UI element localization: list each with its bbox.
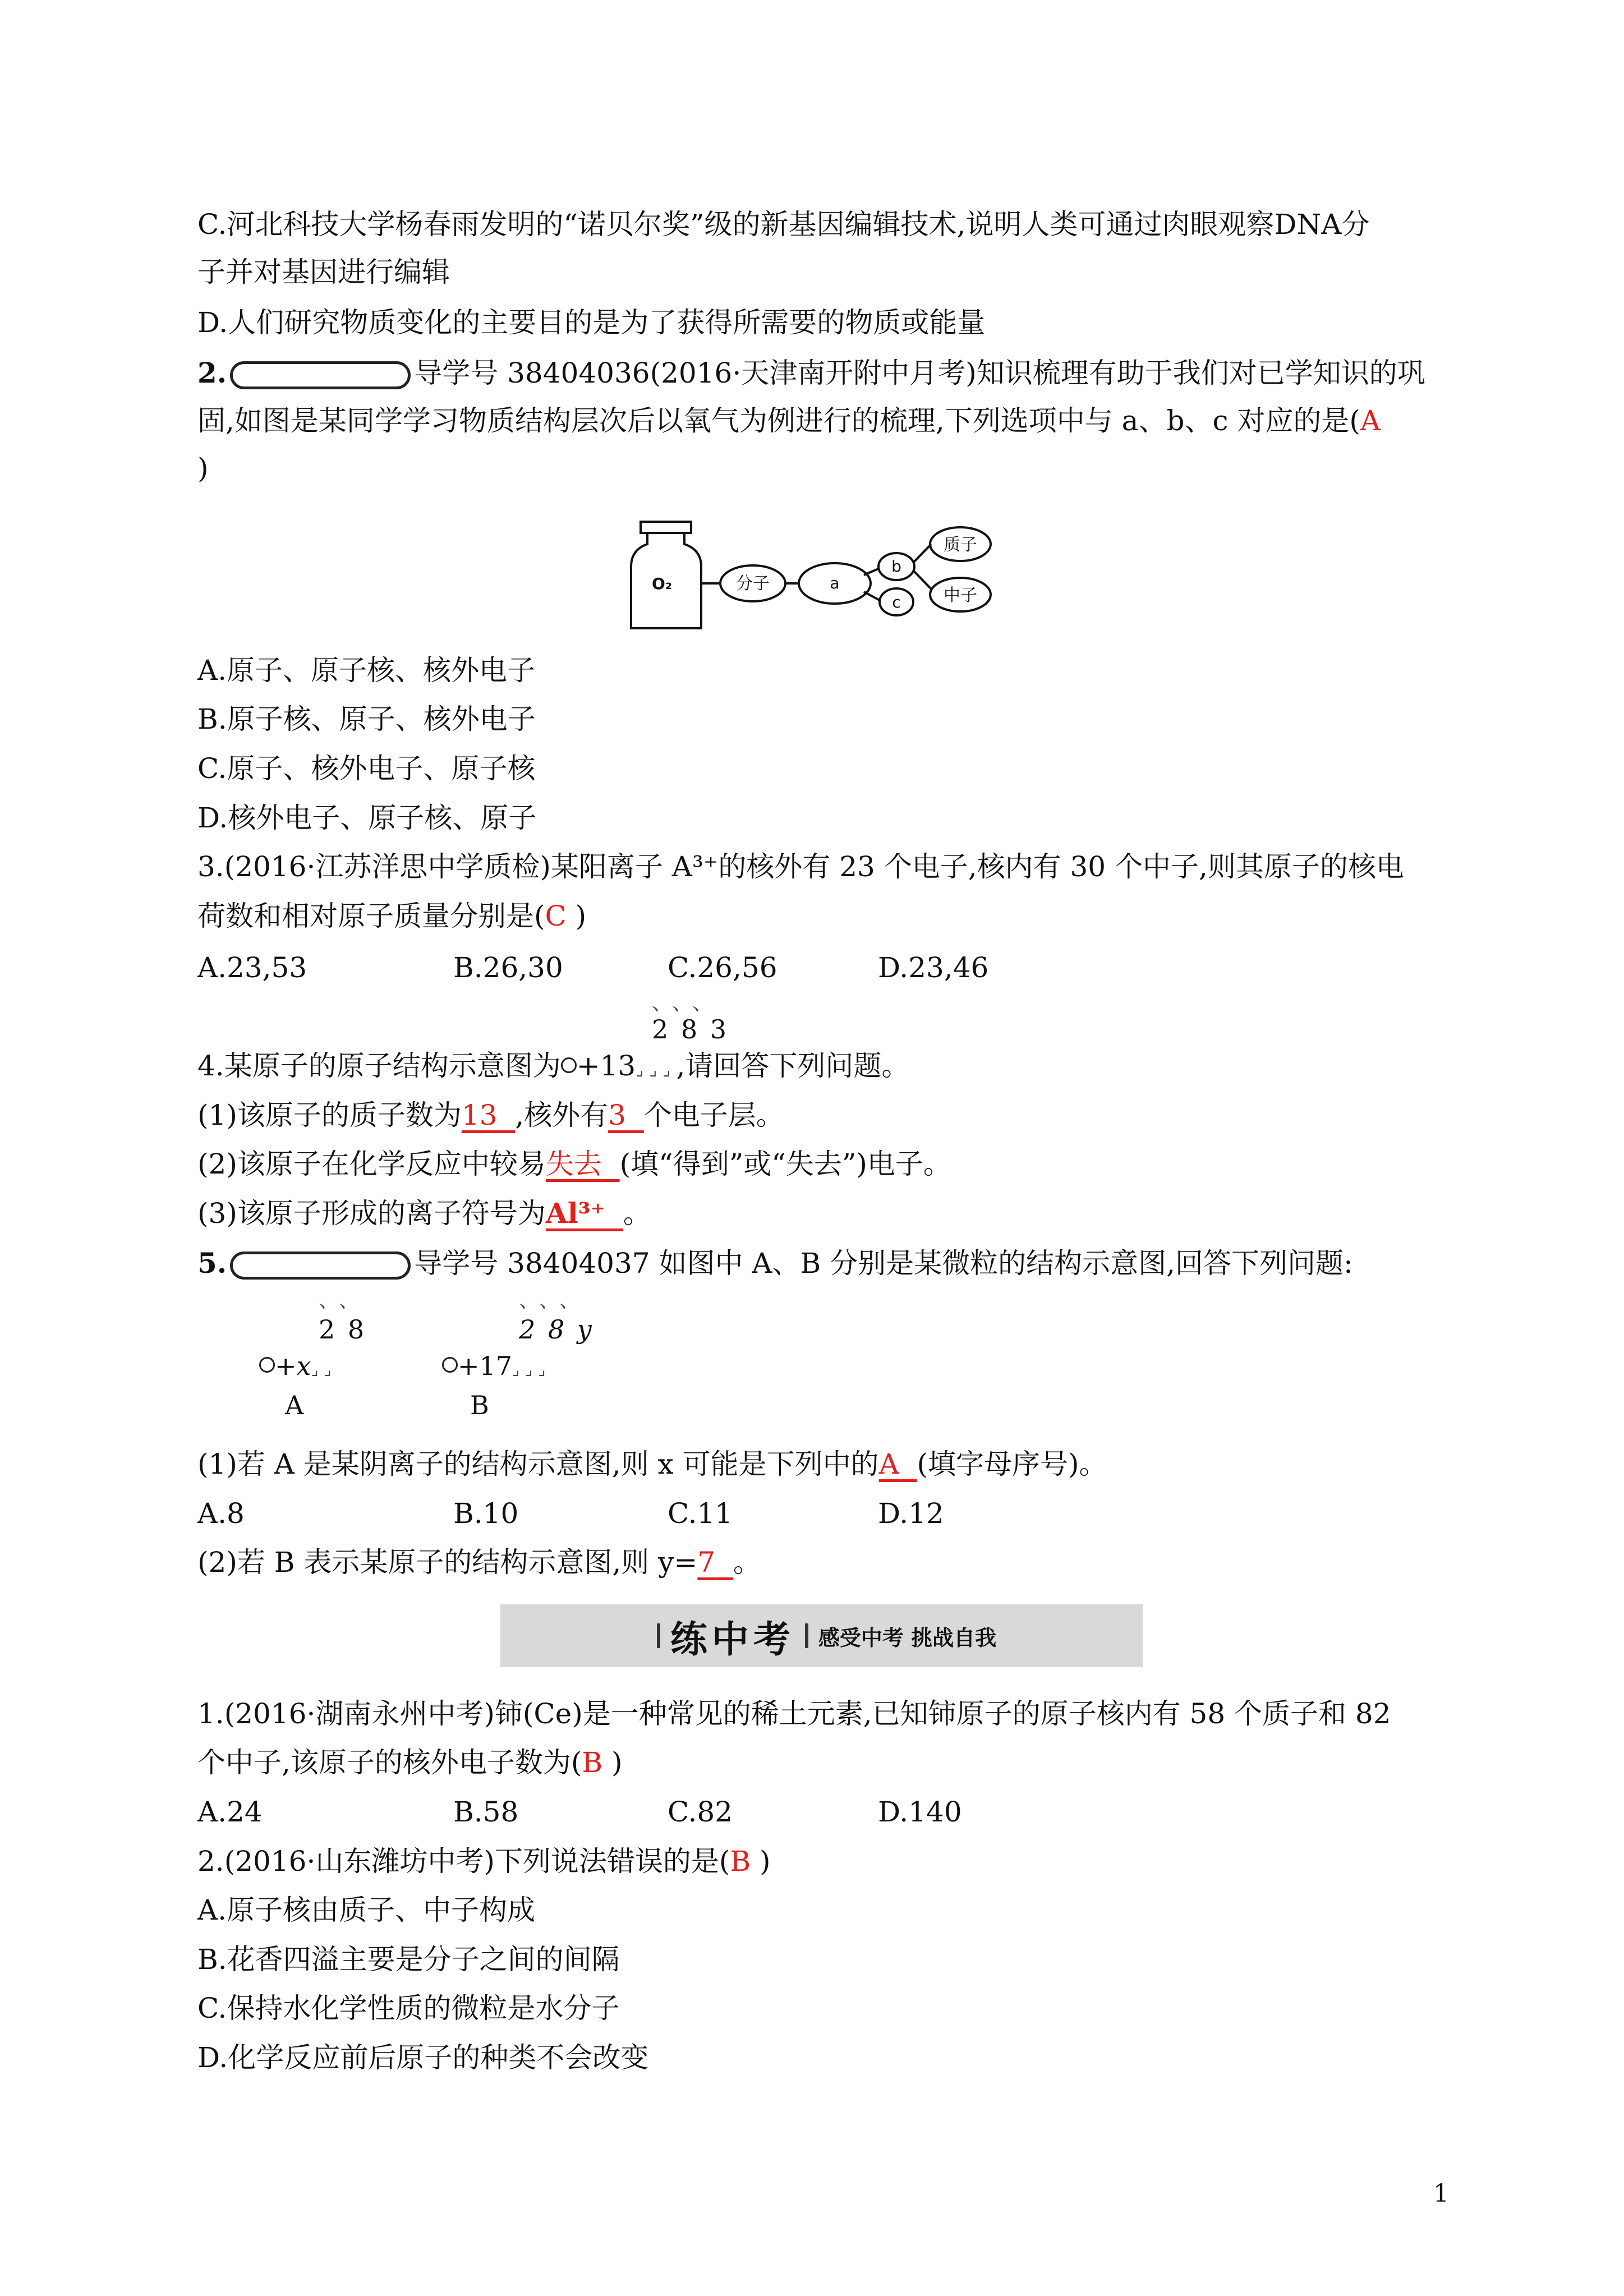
q5-sub1-post: (填字母序号)。 [917,1448,1107,1480]
q5-sub2 [197,1545,761,1579]
q5-a-atom [259,1352,337,1384]
q3-option-b: B.26,30 [453,951,563,984]
nucleus-circle [561,1057,577,1073]
q4-sub3-post: 。 [623,1197,651,1230]
node-neutron-label: 中子 [944,586,977,605]
q4-sub1 [197,1098,784,1132]
q4-shell-arcs: 、、、 [652,992,723,1015]
banner-subtitle: 感受中考 挑战自我 [818,1625,997,1650]
q4-stem-text: 4.某原子的原子结构示意图为 [197,1050,561,1082]
q2-header [197,356,1425,390]
q4-sub1-text: (1)该原子的质子数为 [197,1099,462,1131]
q2-stem-line2 [197,404,1381,438]
s2-q2-answer: B [730,1845,751,1878]
section-banner [500,1604,1143,1667]
q5-a-shell-arcs-bottom: ⌟⌟ [311,1360,337,1379]
q1-option-c-line1: C.河北科技大学杨春雨发明的“诺贝尔奖”级的新基因编辑技术,说明人类可通过肉眼观察DNA分 [197,208,1370,241]
answer-box [230,1251,411,1280]
q1-option-d: D.人们研究物质变化的主要目的是为了获得所需要的物质或能量 [197,306,986,339]
answer-box [230,361,411,389]
s2-q2-option-b: B.花香四溢主要是分子之间的间隔 [197,1943,620,1976]
q5-sub1-answer: A [878,1448,899,1480]
q4-sub2-post: (填“得到”或“失去”)电子。 [619,1148,951,1180]
s2-q2-close: ) [751,1845,771,1878]
q3-answer: C [545,900,567,932]
s2-q1-option-d: D.140 [878,1796,962,1828]
q2-stem-line3: ) [197,452,209,485]
q3-stem-text: 荷数和相对原子质量分别是( [197,900,545,932]
s2-q1-option-b: B.58 [453,1796,519,1828]
q5-a-nucleus: +x [275,1351,311,1381]
q4-sub3 [197,1197,651,1230]
q4-sub3-text: (3)该原子形成的离子符号为 [197,1197,546,1230]
q4-sub1-post: 个电子层。 [643,1099,784,1131]
s2-q1-close: ) [602,1746,623,1779]
q5-b-label: B [470,1390,489,1420]
q5-b-shell-arcs-bottom: ⌟⌟⌟ [512,1360,551,1379]
s2-q1-option-a: A.24 [197,1796,263,1828]
q4-sub1-answer1: 13 [461,1099,498,1131]
q4-sub1-mid: ,核外有 [515,1099,609,1131]
q2-option-d: D.核外电子、原子核、原子 [197,802,537,834]
q3-option-a: A.23,53 [197,951,307,984]
q5-option-b: B.10 [453,1497,519,1530]
s2-q2-option-d: D.化学反应前后原子的种类不会改变 [197,2041,649,2074]
q2-option-b: B.原子核、原子、核外电子 [197,703,536,735]
q2-stem-line1: 导学号 38404036(2016·天津南开附中月考)知识梳理有助于我们对已学知识的巩 [414,357,1425,389]
q4-nucleus-charge: +13 [576,1050,636,1082]
q5-option-c: C.11 [668,1497,733,1530]
q5-a-shell-electrons: 2 8 [319,1314,367,1345]
s2-q2-stem-text: 2.(2016·山东潍坊中考)下列说法错误的是( [197,1845,730,1878]
q4-shell-electrons: 2 8 3 [652,1014,729,1045]
bottle-label: O₂ [652,574,673,593]
q2-option-c: C.原子、核外电子、原子核 [197,752,536,785]
banner-divider [805,1623,808,1648]
q3-stem-line1: 3.(2016·江苏洋思中学质检)某阳离子 A³⁺的核外有 23 个电子,核内有 30 个中子,则其原子的核电 [197,850,1404,883]
q5-header [197,1246,1353,1280]
s2-q2-option-a: A.原子核由质子、中子构成 [197,1894,536,1926]
s2-q1-stem-line1: 1.(2016·湖南永州中考)铈(Ce)是一种常见的稀土元素,已知铈原子的原子核内有 58 个质子和 82 [197,1697,1391,1730]
node-molecule-label: 分子 [736,574,770,593]
q4-sub2 [197,1147,951,1181]
q2-answer: A [1360,404,1381,437]
s2-q1-option-c: C.82 [668,1796,733,1828]
q4-shell-arcs-bottom: ⌟⌟⌟ [636,1060,677,1080]
q4-sub2-answer: 失去 [545,1148,602,1180]
q5-b-nucleus: +17 [458,1351,513,1381]
banner-divider [657,1623,660,1648]
q3-option-c: C.26,56 [668,951,778,984]
q5-number: 5. [197,1246,227,1280]
banner-title: 练中考 [670,1617,795,1661]
node-b-label: b [891,557,901,576]
s2-q1-answer: B [582,1746,603,1779]
q4-stem-post: ,请回答下列问题。 [676,1050,910,1082]
q4-sub2-text: (2)该原子在化学反应中较易 [197,1148,546,1180]
bottle-cap [641,522,691,533]
q2-number: 2. [197,356,227,389]
q3-option-d: D.23,46 [878,951,989,984]
q5-b-shell-arcs: 、、、 [519,1289,590,1312]
q5-sub1-text: (1)若 A 是某阴离子的结构示意图,则 x 可能是下列中的 [197,1448,879,1480]
q5-sub2-post: 。 [733,1546,761,1579]
q1-option-c-line2: 子并对基因进行编辑 [197,256,450,288]
q5-stem: 导学号 38404037 如图中 A、B 分别是某微粒的结构示意图,回答下列问题: [414,1247,1353,1280]
page-number: 1 [1433,2179,1449,2208]
node-a-label: a [830,574,840,592]
node-proton-label: 质子 [944,535,977,555]
q3-stem-line2 [197,899,586,933]
oxygen-structure-diagram [628,519,1010,637]
s2-q2-stem [197,1844,771,1878]
q2-stem-text: 固,如图是某同学学习物质结构层次后以氧气为例进行的梳理,下列选项中与 a、b、c 对应的是( [197,404,1360,437]
q4-stem [197,1049,909,1087]
q5-a-label: A [285,1390,304,1420]
s2-q1-stem-text: 个中子,该原子的核外电子数为( [197,1746,582,1779]
q4-sub3-answer: Al³⁺ [545,1197,605,1230]
q5-option-d: D.12 [878,1497,944,1530]
nucleus-circle [259,1357,275,1373]
q2-option-a: A.原子、原子核、核外电子 [197,654,536,687]
q5-b-atom [442,1352,551,1384]
s2-q2-option-c: C.保持水化学性质的微粒是水分子 [197,1992,620,2024]
q5-sub2-text: (2)若 B 表示某原子的结构示意图,则 y= [197,1546,698,1579]
s2-q1-stem-line2 [197,1746,623,1779]
nucleus-circle [442,1357,458,1373]
q5-sub2-answer: 7 [697,1546,716,1579]
q5-b-shell-electrons: 2 8 y [519,1314,594,1345]
q4-sub1-answer2: 3 [608,1099,626,1131]
q5-a-shell-arcs: 、、 [319,1289,370,1312]
node-c-label: c [892,593,901,611]
q5-sub1 [197,1447,1107,1481]
q5-option-a: A.8 [197,1497,245,1530]
q3-close: ) [566,900,587,932]
